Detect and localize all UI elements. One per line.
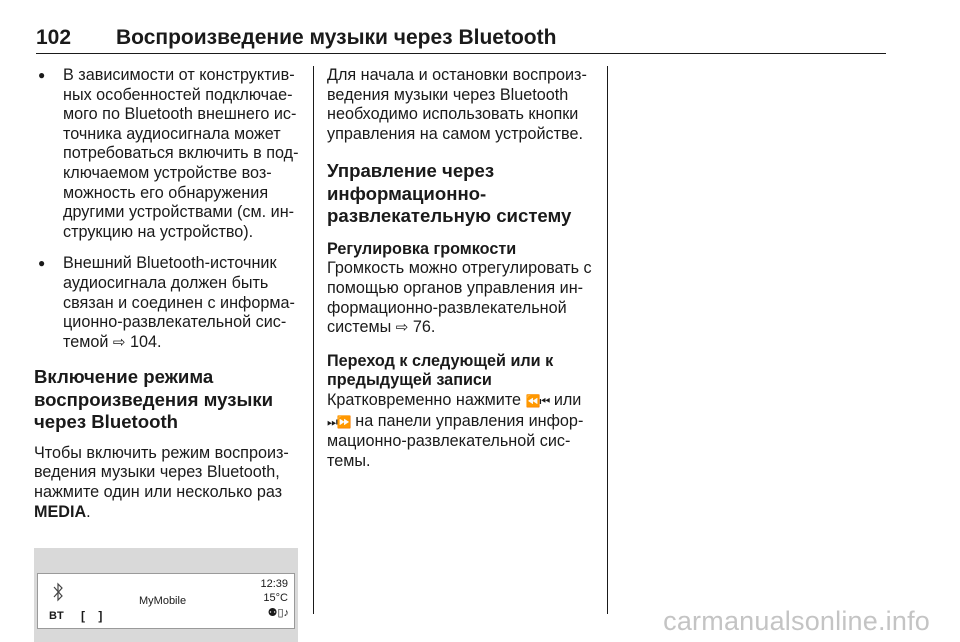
page-number: 102: [36, 26, 72, 49]
bluetooth-icon: [52, 582, 64, 602]
column-divider: [313, 66, 314, 614]
media-key: MEDIA: [34, 502, 87, 521]
bullet-item: ● Внешний Bluetooth-источник аудиосигнала должен быть связан и соединен с информационно-развлекательной системой ⇨ 104.: [34, 254, 302, 352]
subsection-title: Регулировка громкости: [327, 239, 517, 258]
running-title: Воспроизведение музыки через Bluetooth: [116, 26, 557, 49]
left-column: [34, 66, 302, 642]
infotainment-display: [37, 573, 295, 629]
status-icons: ⚉▯♪: [267, 607, 289, 620]
device-name: MyMobile: [139, 595, 187, 608]
clock: 12:39: [260, 578, 288, 591]
watermark: carmanualsonline.info: [663, 606, 930, 636]
page-ref-arrow-icon: ⇨: [395, 319, 409, 337]
brackets: [ ]: [81, 609, 103, 624]
bullet-list: [34, 66, 302, 352]
section-heading: Включение режима воспроизведения музыки через Bluetooth: [34, 366, 274, 433]
subsection-title: Переход к следующей или к предыдущей записи: [327, 351, 554, 390]
bullet-item: ● В зависимости от конструктивных особенностей подключаемого по Bluetooth внешнего источника аудиосигнала может потребоваться включить в подключаемом устройстве возможность его обнаружения другими устройствами (см. инструкцию на устройство).: [34, 66, 302, 242]
temperature: 15°C: [263, 592, 288, 605]
source-label: BT: [49, 610, 64, 623]
page-ref: 76.: [412, 318, 436, 337]
paragraph: Громкость можно отрегулировать с помощью органов управления информационно-развлекательной системы ⇨ 76.: [327, 259, 592, 337]
page-ref-arrow-icon: ⇨: [112, 333, 126, 351]
paragraph: Кратковременно нажмите ⏪⏮ или ⏭⏩ на панели управления информационно-развлекательной системы.: [327, 391, 584, 470]
column-divider: [607, 66, 608, 614]
intro-paragraph: Для начала и остановки воспроизведения музыки через Bluetooth необходимо использовать кнопки управления на самом устройстве.: [327, 66, 587, 143]
next-track-icon: ⏭⏩: [327, 414, 351, 429]
paragraph: Чтобы включить режим воспроизведения музыки через Bluetooth, нажмите один или несколько раз MEDIA.: [34, 443, 289, 521]
right-column: [327, 66, 595, 471]
previous-track-icon: ⏪⏮: [525, 394, 550, 409]
page-ref: 104.: [130, 332, 162, 351]
display-illustration: [34, 548, 298, 642]
section-heading: Управление через информационно-развлекательную систему: [327, 160, 572, 227]
page-header: [36, 26, 886, 54]
